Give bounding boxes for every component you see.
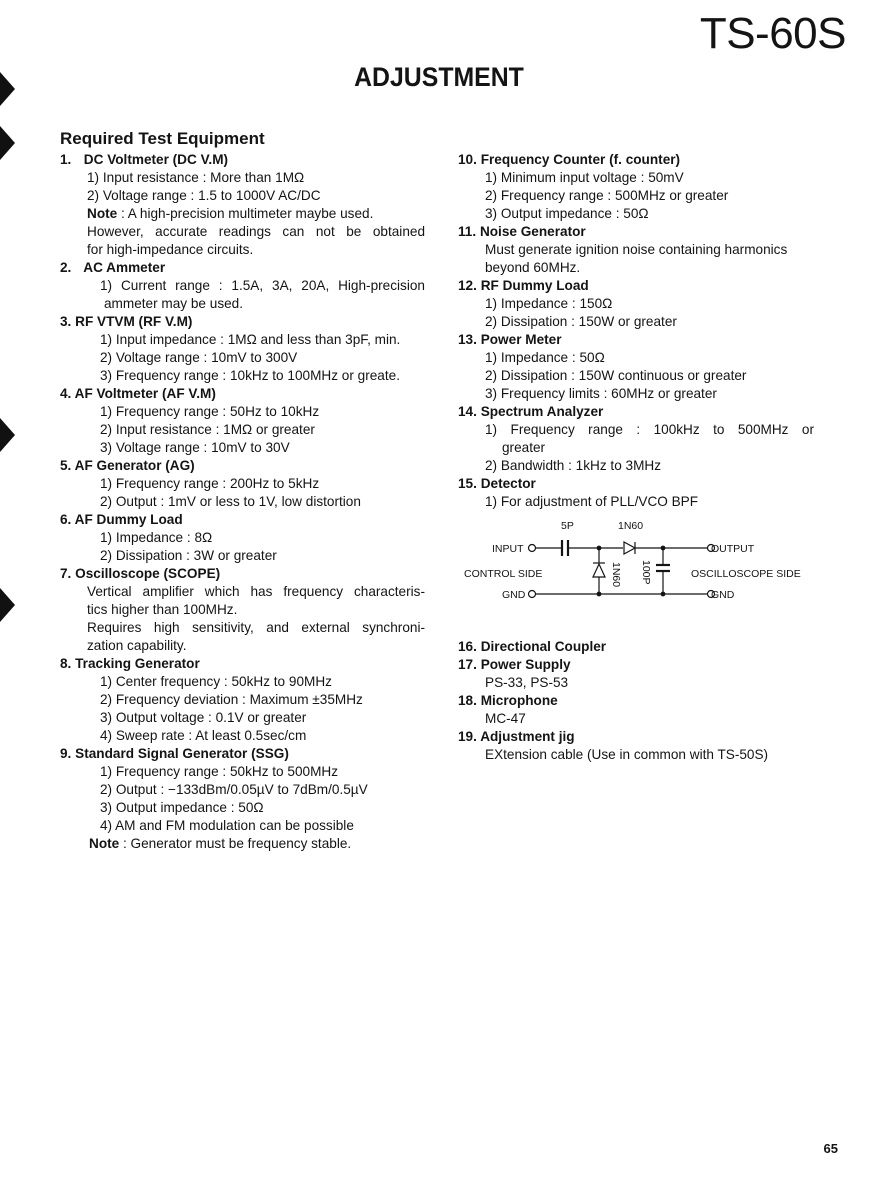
item-note-cont: However, accurate readings can not be obtained: [87, 224, 425, 239]
item-detail: 1) Frequency range : 50kHz to 500MHz: [100, 764, 339, 779]
right-column: [458, 151, 814, 764]
margin-mark: [0, 72, 15, 106]
item-detail: 1) Impedance : 8Ω: [100, 530, 213, 545]
item-detail: 1) Frequency range : 200Hz to 5kHz: [100, 476, 320, 491]
label-1n60-series: 1N60: [618, 520, 644, 532]
item-detail: PS-33, PS-53: [485, 675, 569, 690]
item-detail: ammeter may be used.: [104, 296, 244, 311]
item-heading: 13. Power Meter: [458, 332, 562, 347]
model-number: TS-60S: [699, 9, 846, 58]
item-heading: 9. Standard Signal Generator (SSG): [60, 746, 289, 761]
item-detail: tics higher than 100MHz.: [87, 602, 238, 617]
label-gnd-right: GND: [711, 589, 735, 601]
item-detail: 2) Dissipation : 150W continuous or greater: [485, 368, 747, 383]
item-heading: 12. RF Dummy Load: [458, 278, 589, 293]
diode-shunt: [593, 564, 605, 577]
left-column: [60, 151, 425, 853]
item-detail: 4) Sweep rate : At least 0.5sec/cm: [100, 728, 307, 743]
item-detail: MC-47: [485, 711, 526, 726]
item-detail: 1) Center frequency : 50kHz to 90MHz: [100, 674, 332, 689]
item-detail: 2) Frequency deviation : Maximum ±35MHz: [100, 692, 363, 707]
item-detail: 3) Frequency limits : 60MHz or greater: [485, 386, 717, 401]
item-detail: 2) Output : 1mV or less to 1V, low distortion: [100, 494, 361, 509]
item-detail: 3) Output impedance : 50Ω: [100, 800, 264, 815]
page-number: 65: [823, 1141, 838, 1156]
label-input: INPUT: [492, 543, 524, 555]
item-heading: 16. Directional Coupler: [458, 639, 607, 654]
item-detail: 1) Minimum input voltage : 50mV: [485, 170, 684, 185]
item-heading: 11. Noise Generator: [458, 224, 586, 239]
item-detail: 1) Input resistance : More than 1MΩ: [87, 170, 305, 185]
item-heading: 6. AF Dummy Load: [60, 512, 183, 527]
item-detail: 1) Input impedance : 1MΩ and less than 3pF, min.: [100, 332, 401, 347]
item-detail: 2) Voltage range : 10mV to 300V: [100, 350, 298, 365]
item-detail: 1) Current range : 1.5A, 3A, 20A, High-precision: [100, 278, 425, 293]
item-heading: 19. Adjustment jig: [458, 729, 575, 744]
item-detail: 1) Frequency range : 50Hz to 10kHz: [100, 404, 320, 419]
item-detail: 3) Output impedance : 50Ω: [485, 206, 649, 221]
item-heading: 5. AF Generator (AG): [60, 458, 195, 473]
label-output: OUTPUT: [711, 543, 755, 555]
item-detail: 2) Bandwidth : 1kHz to 3MHz: [485, 458, 662, 473]
item-detail: 2) Output : −133dBm/0.05µV to 7dBm/0.5µV: [100, 782, 368, 797]
item-detail: 4) AM and FM modulation can be possible: [100, 818, 354, 833]
item-heading: 1. DC Voltmeter (DC V.M): [60, 152, 229, 167]
section-heading: Required Test Equipment: [60, 129, 265, 148]
item-heading: 7. Oscilloscope (SCOPE): [60, 566, 221, 581]
page-title: ADJUSTMENT: [354, 62, 524, 92]
item-detail: 2) Frequency range : 500MHz or greater: [485, 188, 729, 203]
item-heading: 14. Spectrum Analyzer: [458, 404, 604, 419]
item-detail: 3) Frequency range : 10kHz to 100MHz or greate.: [100, 368, 400, 383]
item-detail: greater: [502, 440, 546, 455]
item-detail: 2) Voltage range : 1.5 to 1000V AC/DC: [87, 188, 321, 203]
item-detail: Vertical amplifier which has frequency characteris-: [87, 584, 425, 599]
item-heading: 2. AC Ammeter: [60, 260, 166, 275]
item-detail: 2) Input resistance : 1MΩ or greater: [100, 422, 315, 437]
item-detail: 1) Impedance : 150Ω: [485, 296, 613, 311]
item-heading: 15. Detector: [458, 476, 536, 491]
label-gnd-left: GND: [502, 589, 526, 601]
item-heading: 8. Tracking Generator: [60, 656, 200, 671]
label-control-side: CONTROL SIDE: [464, 568, 543, 580]
item-heading: 10. Frequency Counter (f. counter): [458, 152, 681, 167]
item-note: Note : Generator must be frequency stable.: [89, 836, 352, 851]
item-note-cont: for high-impedance circuits.: [87, 242, 254, 257]
label-oscilloscope-side: OSCILLOSCOPE SIDE: [691, 568, 801, 580]
item-heading: 17. Power Supply: [458, 657, 571, 672]
item-detail: 1) Impedance : 50Ω: [485, 350, 605, 365]
item-heading: 4. AF Voltmeter (AF V.M): [60, 386, 216, 401]
item-detail: 3) Voltage range : 10mV to 30V: [100, 440, 290, 455]
label-1n60-shunt: 1N60: [610, 562, 622, 588]
item-detail: Must generate ignition noise containing harmonics: [485, 242, 788, 257]
item-heading: 18. Microphone: [458, 693, 558, 708]
diode-series: [624, 542, 635, 554]
item-detail: EXtension cable (Use in common with TS-50S): [485, 747, 769, 762]
item-heading: 3. RF VTVM (RF V.M): [60, 314, 193, 329]
item-note: Note : A high-precision multimeter maybe used.: [87, 206, 374, 221]
margin-mark: [0, 126, 15, 160]
item-detail: 1) Frequency range : 100kHz to 500MHz or: [485, 422, 814, 437]
label-100p: 100P: [640, 560, 652, 585]
item-detail: 1) For adjustment of PLL/VCO BPF: [485, 494, 699, 509]
margin-mark: [0, 418, 15, 452]
item-detail: beyond 60MHz.: [485, 260, 581, 275]
detector-circuit-diagram: [455, 514, 811, 632]
input-terminal: [529, 545, 536, 552]
item-detail: 3) Output voltage : 0.1V or greater: [100, 710, 307, 725]
item-detail: 2) Dissipation : 150W or greater: [485, 314, 677, 329]
item-detail: 2) Dissipation : 3W or greater: [100, 548, 277, 563]
margin-mark: [0, 588, 15, 622]
item-detail: zation capability.: [87, 638, 187, 653]
gnd-terminal-left: [529, 591, 536, 598]
label-5p: 5P: [561, 520, 574, 532]
item-detail: Requires high sensitivity, and external synchroni-: [87, 620, 425, 635]
